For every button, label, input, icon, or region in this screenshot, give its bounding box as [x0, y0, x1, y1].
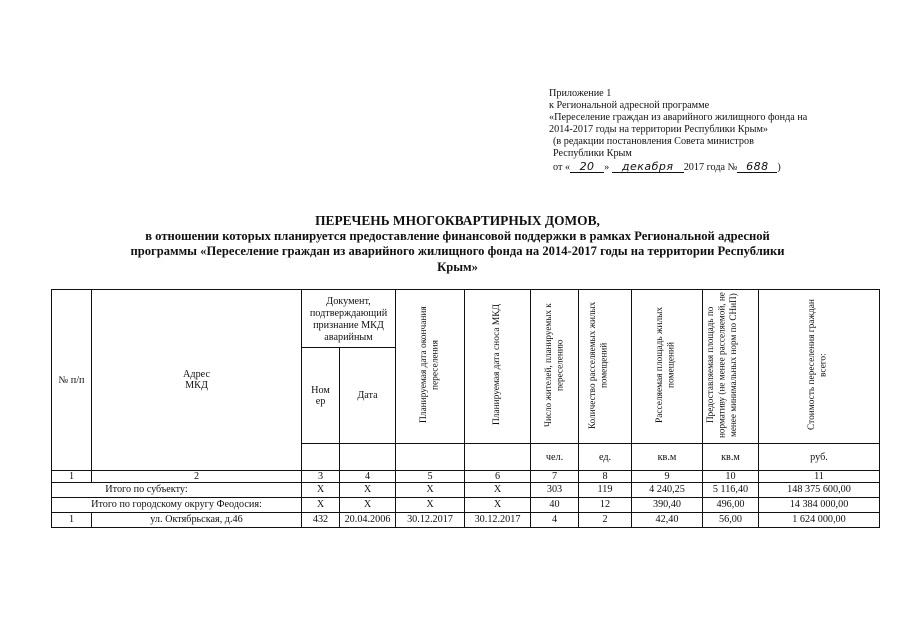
header-doc-group-text: Документ, подтверждающий признание МКД аварийным — [309, 296, 388, 343]
header-blank — [302, 444, 340, 471]
total-feodosia-area-provided: 496,00 — [703, 498, 759, 513]
total-feodosia-row — [52, 498, 880, 513]
date-separator: » — [604, 161, 610, 173]
row-units: 2 — [579, 513, 632, 528]
header-demolition — [465, 290, 531, 444]
header-blank — [340, 444, 396, 471]
header-address — [92, 290, 302, 471]
header-residents-text: Число жителей, планируемых к переселению — [542, 303, 564, 427]
appendix-line: Республики Крым — [553, 148, 632, 160]
houses-table — [51, 289, 880, 528]
row-resettle-end: 30.12.2017 — [396, 513, 465, 528]
header-units-count — [579, 290, 632, 444]
total-subject-area-provided: 5 116,40 — [703, 483, 759, 498]
total-subject-area-resettled: 4 240,25 — [632, 483, 703, 498]
header-doc-number — [302, 348, 340, 444]
column-number: 5 — [396, 471, 465, 483]
column-number: 11 — [759, 471, 880, 483]
total-subject-row — [52, 483, 880, 498]
column-number: 3 — [302, 471, 340, 483]
total-subject-units: 119 — [579, 483, 632, 498]
total-feodosia-label: Итого по городскому округу Феодосия: — [52, 498, 302, 513]
header-area-resettled — [632, 290, 703, 444]
row-num: 1 — [52, 513, 92, 528]
title-line: в отношении которых планируется предоставление финансовой поддержки в рамках Региональной адресной — [145, 228, 770, 243]
column-number: 2 — [92, 471, 302, 483]
column-number: 1 — [52, 471, 92, 483]
header-units-count-text: Количество расселяемых жилых помещений — [587, 301, 609, 429]
appendix-line: «Переселение граждан из аварийного жилищного фонда на — [549, 112, 808, 124]
total-subject-label: Итого по субъекту: — [52, 483, 302, 498]
header-doc-date: Дата — [340, 348, 396, 444]
row-area-resettled: 42,40 — [632, 513, 703, 528]
date-year: 2017 года — [683, 161, 726, 173]
header-area-resettled-text: Расселяемая площадь жилых помещений — [655, 306, 677, 424]
row-demolition: 30.12.2017 — [465, 513, 531, 528]
unit-cost: руб. — [759, 444, 880, 471]
document-title — [60, 213, 855, 275]
row-area-provided: 56,00 — [703, 513, 759, 528]
total-feodosia-cost: 14 384 000,00 — [759, 498, 880, 513]
handwritten-day: 20 — [570, 161, 604, 173]
total-feodosia-c6: X — [465, 498, 531, 513]
total-feodosia-c4: X — [340, 498, 396, 513]
unit-area-resettled: кв.м — [632, 444, 703, 471]
column-number: 6 — [465, 471, 531, 483]
column-number: 8 — [579, 471, 632, 483]
handwritten-number: 688 — [737, 161, 777, 173]
header-resettle-end-text: Планируемая дата окончания переселения — [418, 306, 440, 424]
row-doc-date: 20.04.2006 — [340, 513, 396, 528]
number-suffix: ) — [777, 161, 781, 173]
header-cost-text: Стоимость переселения граждан всего: — [807, 299, 829, 431]
header-address-text: Адрес МКД — [183, 369, 210, 391]
row-address: ул. Октябрьская, д.46 — [92, 513, 302, 528]
title-line: Крым» — [437, 259, 478, 274]
column-number: 4 — [340, 471, 396, 483]
appendix-line: (в редакции постановления Совета министров — [553, 136, 754, 148]
total-subject-c5: X — [396, 483, 465, 498]
header-blank — [396, 444, 465, 471]
header-resettle-end — [396, 290, 465, 444]
header-cost — [759, 290, 880, 444]
row-residents: 4 — [531, 513, 579, 528]
header-area-provided-text: Предоставляемая площадь по нормативу (не менее расселяемой, не менее минимальных норм по СНиП) — [704, 292, 738, 438]
total-subject-c3: X — [302, 483, 340, 498]
total-feodosia-c5: X — [396, 498, 465, 513]
total-feodosia-residents: 40 — [531, 498, 579, 513]
date-prefix: от « — [553, 161, 571, 173]
column-number: 10 — [703, 471, 759, 483]
row-cost: 1 624 000,00 — [759, 513, 880, 528]
header-doc-number-text: Ном ер — [311, 384, 330, 407]
column-number: 7 — [531, 471, 579, 483]
header-num: № п/п — [52, 290, 92, 471]
number-prefix: № — [727, 161, 738, 173]
appendix-date-line — [549, 161, 869, 174]
row-doc-number: 432 — [302, 513, 340, 528]
total-subject-c4: X — [340, 483, 396, 498]
header-blank — [465, 444, 531, 471]
total-feodosia-c3: X — [302, 498, 340, 513]
total-subject-residents: 303 — [531, 483, 579, 498]
handwritten-month: декабря — [612, 161, 684, 173]
total-feodosia-area-resettled: 390,40 — [632, 498, 703, 513]
header-demolition-text: Планируемая дата сноса МКД — [491, 304, 502, 426]
total-feodosia-units: 12 — [579, 498, 632, 513]
appendix-block — [549, 88, 869, 174]
unit-area-provided: кв.м — [703, 444, 759, 471]
unit-units: ед. — [579, 444, 632, 471]
title-line: программы «Переселение граждан из аварийного жилищного фонда на 2014-2017 годы на территории Республики — [130, 244, 785, 259]
total-subject-cost: 148 375 600,00 — [759, 483, 880, 498]
header-residents — [531, 290, 579, 444]
header-area-provided — [703, 290, 759, 444]
header-doc-group — [302, 290, 396, 348]
column-number: 9 — [632, 471, 703, 483]
total-subject-c6: X — [465, 483, 531, 498]
title-main: ПЕРЕЧЕНЬ МНОГОКВАРТИРНЫХ ДОМОВ, — [315, 213, 600, 228]
appendix-line: к Региональной адресной программе — [549, 100, 710, 112]
unit-residents: чел. — [531, 444, 579, 471]
appendix-line: Приложение 1 — [549, 88, 612, 99]
appendix-line: 2014-2017 годы на территории Республики Крым» — [549, 124, 769, 136]
table-row — [52, 513, 880, 528]
